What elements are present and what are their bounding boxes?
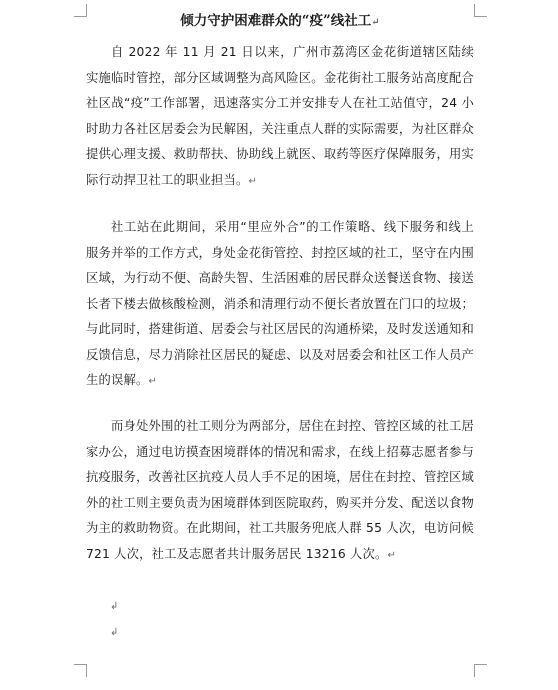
paragraph-mark-icon: ↵ bbox=[387, 549, 397, 561]
document-title[interactable] bbox=[86, 11, 474, 33]
empty-line-mark-icon[interactable]: ↲ bbox=[110, 601, 119, 612]
paragraph-mark-icon: ↵ bbox=[148, 376, 158, 387]
crop-mark-bottom-right bbox=[474, 664, 487, 677]
crop-mark-bottom-left bbox=[74, 664, 87, 677]
paragraph-2-text: 社工站在此期间，采用“里应外合”的工作策略、线下服务和线上服务并举的工作方式，身处金花街管控、封控区域的社工，坚守在内围区域，为行动不便、高龄失智、生活困难的居民群众送餐送食物、接送长者下楼去做核酸检测，消杀和清理行动不便长者放置在门口的垃圾；与此同时，搭建街道、居委会与社区居民的沟通桥梁，及时发送通知和反馈信息，尽力消除社区居民的疑虑、以及对居委会和社区工作人员产生的误解。 bbox=[86, 220, 474, 387]
paragraph-1[interactable] bbox=[86, 40, 474, 194]
paragraph-mark-icon: ↵ bbox=[371, 17, 380, 28]
document-title-text: 倾力守护困难群众的“疫”线社工 bbox=[180, 13, 372, 29]
empty-line-mark-icon[interactable]: ↲ bbox=[110, 627, 119, 638]
paragraph-mark-icon: ↵ bbox=[248, 175, 258, 187]
paragraph-1-text: 自 2022 年 11 月 21 日以来，广州市荔湾区金花街道辖区陆续实施临时管控，部分区域调整为高风险区。金花街社工服务站高度配合社区战“疫”工作部署，迅速落实分工并安排专人在社工站值守，24 小时助力各社区居委会为民解困，关注重点人群的实际需要，为社区群众提供心理支援、救助帮扶、协助线上就医、取药等医疗保障服务，用实际行动捍卫社工的职业担当。 bbox=[86, 45, 474, 187]
paragraph-3[interactable] bbox=[86, 414, 474, 568]
crop-mark-top-right bbox=[474, 4, 487, 17]
paragraph-2[interactable] bbox=[86, 215, 474, 395]
paragraph-3-text: 而身处外围的社工则分为两部分，居住在封控、管控区域的社工居家办公，通过电访摸查困境群体的情况和需求，在线上招募志愿者参与抗疫服务，改善社区抗疫人员人手不足的困境，居住在封控、管控区域外的社工则主要负责为困境群体到医院取药，购买并分发、配送以食物为主的救助物资。在此期间，社工共服务兜底人群 55 人次，电访问候 721 人次，社工及志愿者共计服务居民 13216 人次。 bbox=[86, 419, 474, 561]
